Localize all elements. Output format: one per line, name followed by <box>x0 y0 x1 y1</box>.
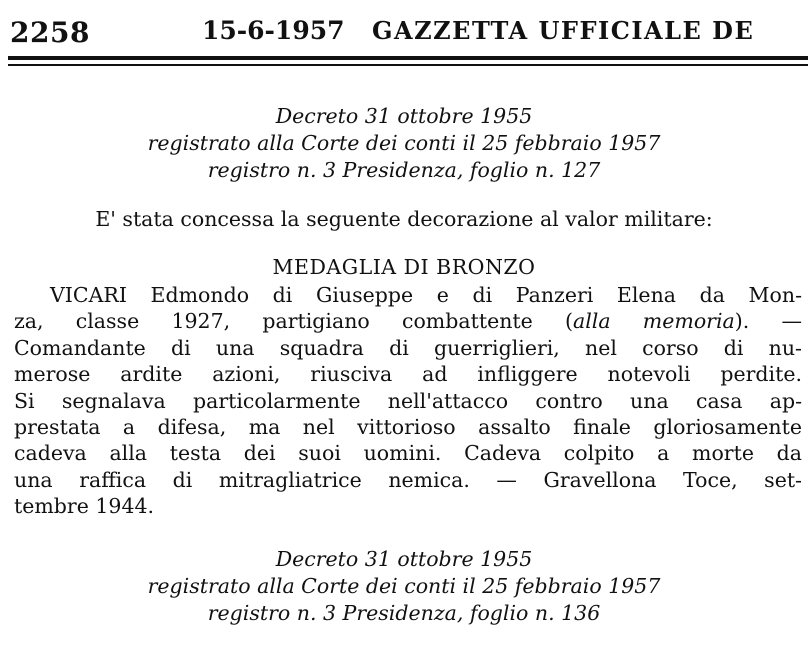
citation-line <box>14 308 802 334</box>
page-header <box>10 6 808 50</box>
citation-line: prestata a difesa, ma nel vittorioso assalto finale gloriosamente <box>14 415 802 440</box>
issue-date: 15-6-1957 <box>202 16 345 45</box>
citation-line: cadeva alla testa dei suoi uomini. Cadeva colpito a morte da <box>14 441 802 466</box>
citation-line: VICARI Edmondo di Giuseppe e di Panzeri Elena da Mon- <box>50 283 802 307</box>
decree-block-1 <box>0 103 808 184</box>
decree-registration: registrato alla Corte dei conti il 25 febbraio 1957 <box>147 131 661 155</box>
citation-line: una raffica di mitragliatrice nemica. — Gravellona Toce, set- <box>14 467 802 492</box>
medal-title: MEDAGLIA DI BRONZO <box>272 255 536 279</box>
decree-register: registro n. 3 Presidenza, foglio n. 136 <box>207 601 601 625</box>
citation-line: Si segnalava particolarmente nell'attacco contro una casa ap- <box>14 388 802 413</box>
citation-line: Comandante di una squadra di guerriglieri, nel corso di nu- <box>14 335 802 360</box>
page-number: 2258 <box>10 16 90 49</box>
citation-line: tembre 1944. <box>14 494 155 519</box>
publication-title: GAZZETTA UFFICIALE DE <box>372 16 755 45</box>
citation-italic-text: alla memoria <box>573 309 735 334</box>
decree-date: Decreto 31 ottobre 1955 <box>275 104 533 128</box>
decree-registration: registrato alla Corte dei conti il 25 febbraio 1957 <box>147 574 661 598</box>
decree-date: Decreto 31 ottobre 1955 <box>275 547 533 571</box>
citation-text: ). — <box>734 309 802 334</box>
decree-register: registro n. 3 Presidenza, foglio n. 127 <box>207 158 601 182</box>
header-rule-thick <box>8 56 808 60</box>
citation-paragraph <box>14 282 802 520</box>
citation-line: merose ardite azioni, riusciva ad infliggere notevoli perdite. <box>14 362 802 387</box>
decree-block-2 <box>0 546 808 627</box>
header-rule-thin <box>8 64 808 66</box>
citation-text: za, classe 1927, partigiano combattente ( <box>14 309 574 334</box>
decoration-intro: E' stata concessa la seguente decorazione al valor militare: <box>95 207 713 231</box>
